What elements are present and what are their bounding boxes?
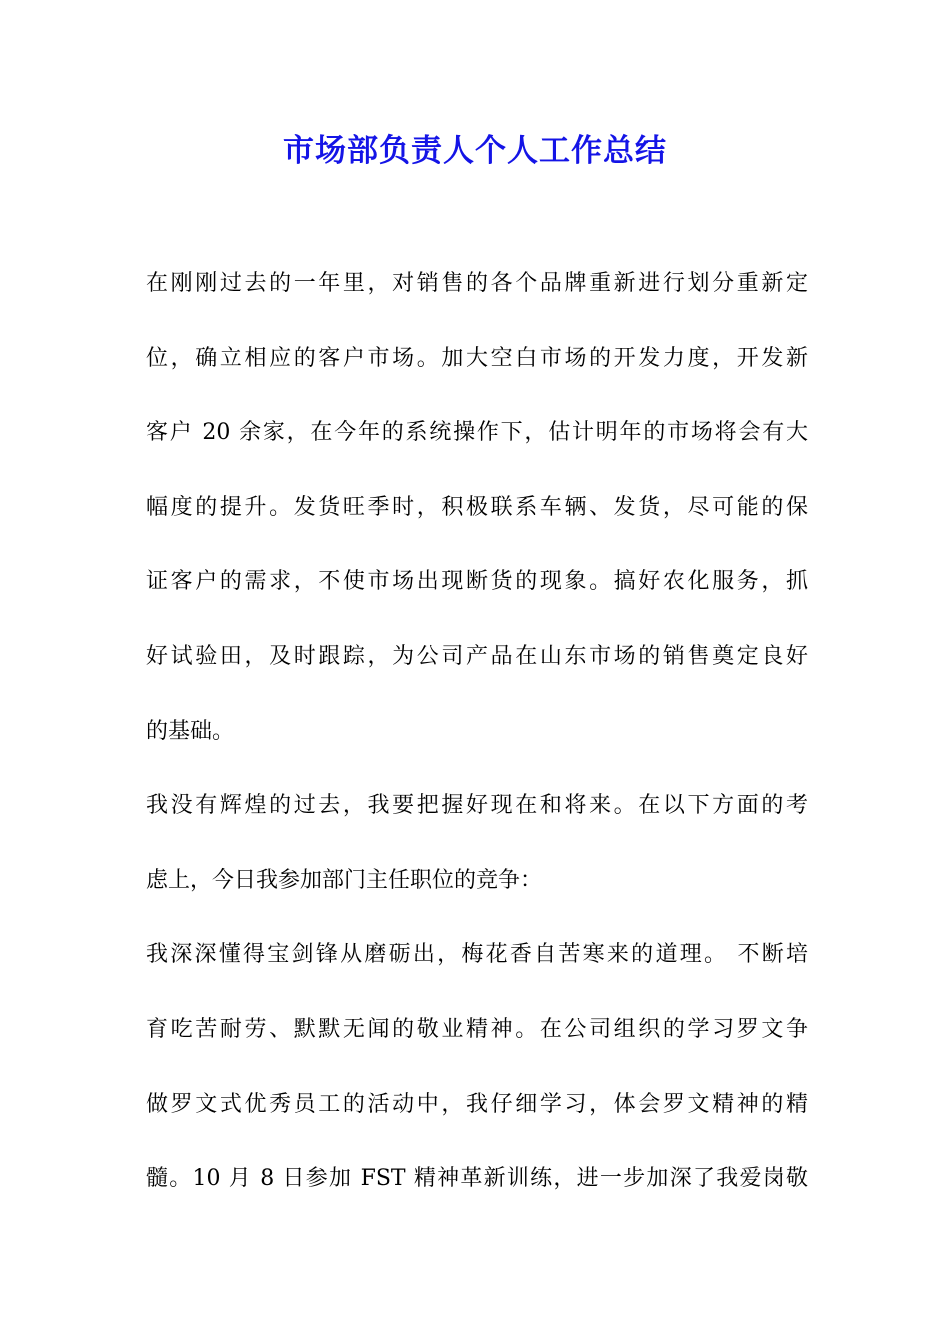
document-title: 市场部负责人个人工作总结 — [283, 133, 667, 169]
paragraph-line: 在刚刚过去的一年里，对销售的各个品牌重新进行划分重新定 — [146, 271, 808, 296]
paragraph-line: 我没有辉煌的过去，我要把握好现在和将来。在以下方面的考 — [146, 793, 808, 819]
paragraph-line: 我深深懂得宝剑锋从磨砺出，梅花香自苦寒来的道理。 不断培 — [146, 942, 808, 968]
paragraph-line: 髓。10 月 8 日参加 FST 精神革新训练，进一步加深了我爱岗敬 — [146, 1166, 808, 1192]
paragraph-line: 幅度的提升。发货旺季时，积极联系车辆、发货，尽可能的保 — [146, 494, 808, 520]
paragraph-line: 证客户的需求，不使市场出现断货的现象。搞好农化服务，抓 — [146, 569, 808, 595]
paragraph-line: 的基础。 — [146, 718, 235, 744]
paragraph-line: 做罗文式优秀员工的活动中，我仔细学习，体会罗文精神的精 — [146, 1091, 808, 1117]
paragraph-line: 位，确立相应的客户市场。加大空白市场的开发力度，开发新 — [146, 345, 808, 371]
document-body — [146, 262, 808, 1232]
paragraph-line: 育吃苦耐劳、默默无闻的敬业精神。在公司组织的学习罗文争 — [146, 1016, 808, 1042]
paragraph-line: 客户 20 余家，在今年的系统操作下，估计明年的市场将会有大 — [146, 420, 808, 446]
paragraph-line: 虑上，今日我参加部门主任职位的竞争： — [146, 867, 543, 893]
paragraph-line: 好试验田，及时跟踪，为公司产品在山东市场的销售奠定良好 — [146, 643, 808, 669]
